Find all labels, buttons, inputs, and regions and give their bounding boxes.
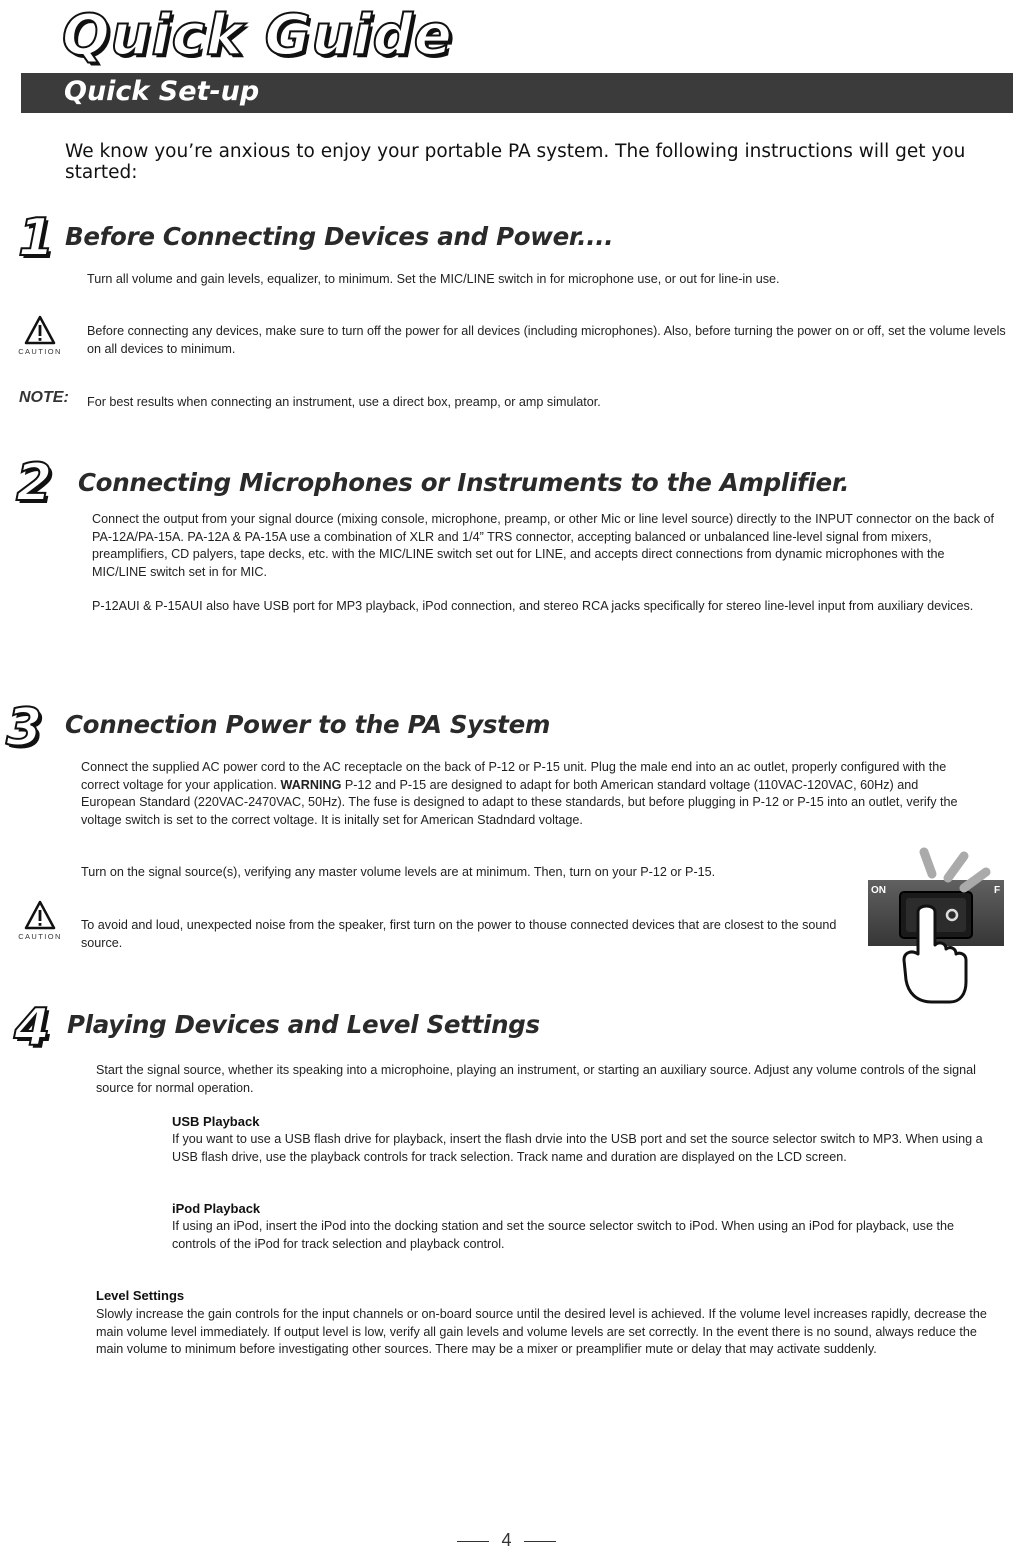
step-2-paragraph-2: P-12AUI & P-15AUI also have USB port for MP3 playback, iPod connection, and stereo RCA jacks specifically for stereo line-level input from auxiliary devices. (92, 599, 974, 613)
step-1-heading: Before Connecting Devices and Power.... (65, 222, 614, 251)
caution-badge-1 (17, 315, 63, 356)
step-3-paragraph-1 (81, 759, 966, 829)
caution-text-3: To avoid and loud, unexpected noise from the speaker, first turn on the power to thouse connected devices that are closest to the sound source. (81, 918, 837, 950)
step-number-4: 4 (14, 998, 51, 1058)
caution-label: CAUTION (18, 347, 62, 356)
note-text: For best results when connecting an instrument, use a direct box, preamp, or amp simulator. (87, 395, 601, 409)
step-2-heading: Connecting Microphones or Instruments to the Amplifier. (78, 468, 850, 497)
ipod-playback-text: If using an iPod, insert the iPod into the docking station and set the source selector switch to iPod. When using an iPod for playback, use the controls of the iPod for track selection and playback control. (172, 1219, 954, 1251)
caution-text-1: Before connecting any devices, make sure to turn off the power for all devices (including microphones). Also, before turning the power on or off, set the volume levels on all devices to minimum. (87, 324, 1006, 356)
page-number-footer (0, 1530, 1013, 1551)
step-3-text-b: P-12 and P-15 are designed to adapt for both American standard voltage (110VAC-120VAC, 60Hz) and European Standard (220VAC-2470VAC, 50Hz). The fuse is designed to adapt to these standards, but before plugging in P-12 or P-15 into an outlet, verify the voltage switch is set to the correct voltage. It is initally set for American Stadndard voltage. (81, 777, 958, 827)
step-3-paragraph-2: Turn on the signal source(s), verifying any master volume levels are at minimum. Then, turn on your P-12 or P-15. (81, 865, 716, 879)
ipod-playback-title: iPod Playback (172, 1201, 261, 1216)
caution-badge-3 (17, 900, 63, 941)
usb-playback-text: If you want to use a USB flash drive for playback, insert the flash drvie into the USB port and set the source selector switch to MP3. When using a USB flash drive, use the playback controls for track selection. Track name and duration are displayed on the LCD screen. (172, 1132, 983, 1164)
power-switch-illustration (860, 842, 1010, 1012)
step-3-text-a: Connect the supplied AC power cord to the AC receptacle on the back of P-12 or P-15 unit. Plug the male end into an ac outlet, properly configured with the correct voltage for your application. (81, 760, 947, 792)
step-2-paragraph-1: Connect the output from your signal dource (mixing console, microphone, preamp, or other Mic or line level source) directly to the INPUT connector on the back of PA-12A/PA-15A. PA-12A & PA-15A use a combination of XLR and 1/4” TRS connector, accepting balanced or unbalanced line-level signal from mixers, preamplifiers, CD palyers, tape decks, etc. with the MIC/LINE switch set out for LINE, and accepts direct connections from dynamic microphones with the MIC/LINE switch set in for MIC. (92, 512, 995, 579)
step-3-heading: Connection Power to the PA System (65, 710, 551, 739)
step-4-intro: Start the signal source, whether its speaking into a microphoine, playing an instrument, or starting an auxiliary source. Adjust any volume controls of the signal source for normal operation. (96, 1063, 976, 1095)
caution-icon (24, 900, 56, 930)
step-number-3: 3 (6, 698, 43, 758)
section-banner (21, 73, 1013, 113)
step-number-2: 2 (16, 453, 53, 513)
level-settings-text: Slowly increase the gain controls for the input channels or on-board source until the desired level is achieved. If the volume level increases rapidly, decrease the main volume level immediately. If output level is low, verify all gain levels and volume levels are set correctly. In the event there is no sound, always reduce the main volume to minimum before investigating other sources. There may be a mixer or preamplifier mute or delay that may activate suddenly. (96, 1307, 987, 1357)
caution-label: CAUTION (18, 932, 62, 941)
page-title: Quick Guide (62, 3, 453, 68)
note-label: NOTE: (19, 389, 69, 406)
banner-label: Quick Set-up (64, 76, 260, 107)
footer-rule-left (457, 1541, 489, 1542)
warning-label: WARNING (280, 777, 342, 792)
caution-icon (24, 315, 56, 345)
step-number-1: 1 (18, 208, 55, 268)
intro-text: We know you’re anxious to enjoy your portable PA system. The following instructions will get you started: (65, 141, 966, 183)
page-number: 4 (501, 1530, 512, 1550)
level-settings-title: Level Settings (96, 1288, 185, 1303)
switch-on-label: ON (871, 885, 886, 896)
step-4-heading: Playing Devices and Level Settings (67, 1010, 540, 1039)
step-1-text: Turn all volume and gain levels, equalizer, to minimum. Set the MIC/LINE switch in for microphone use, or out for line-in use. (87, 272, 780, 286)
usb-playback-title: USB Playback (172, 1114, 260, 1129)
footer-rule-right (524, 1541, 556, 1542)
switch-off-label: F (994, 885, 1001, 896)
